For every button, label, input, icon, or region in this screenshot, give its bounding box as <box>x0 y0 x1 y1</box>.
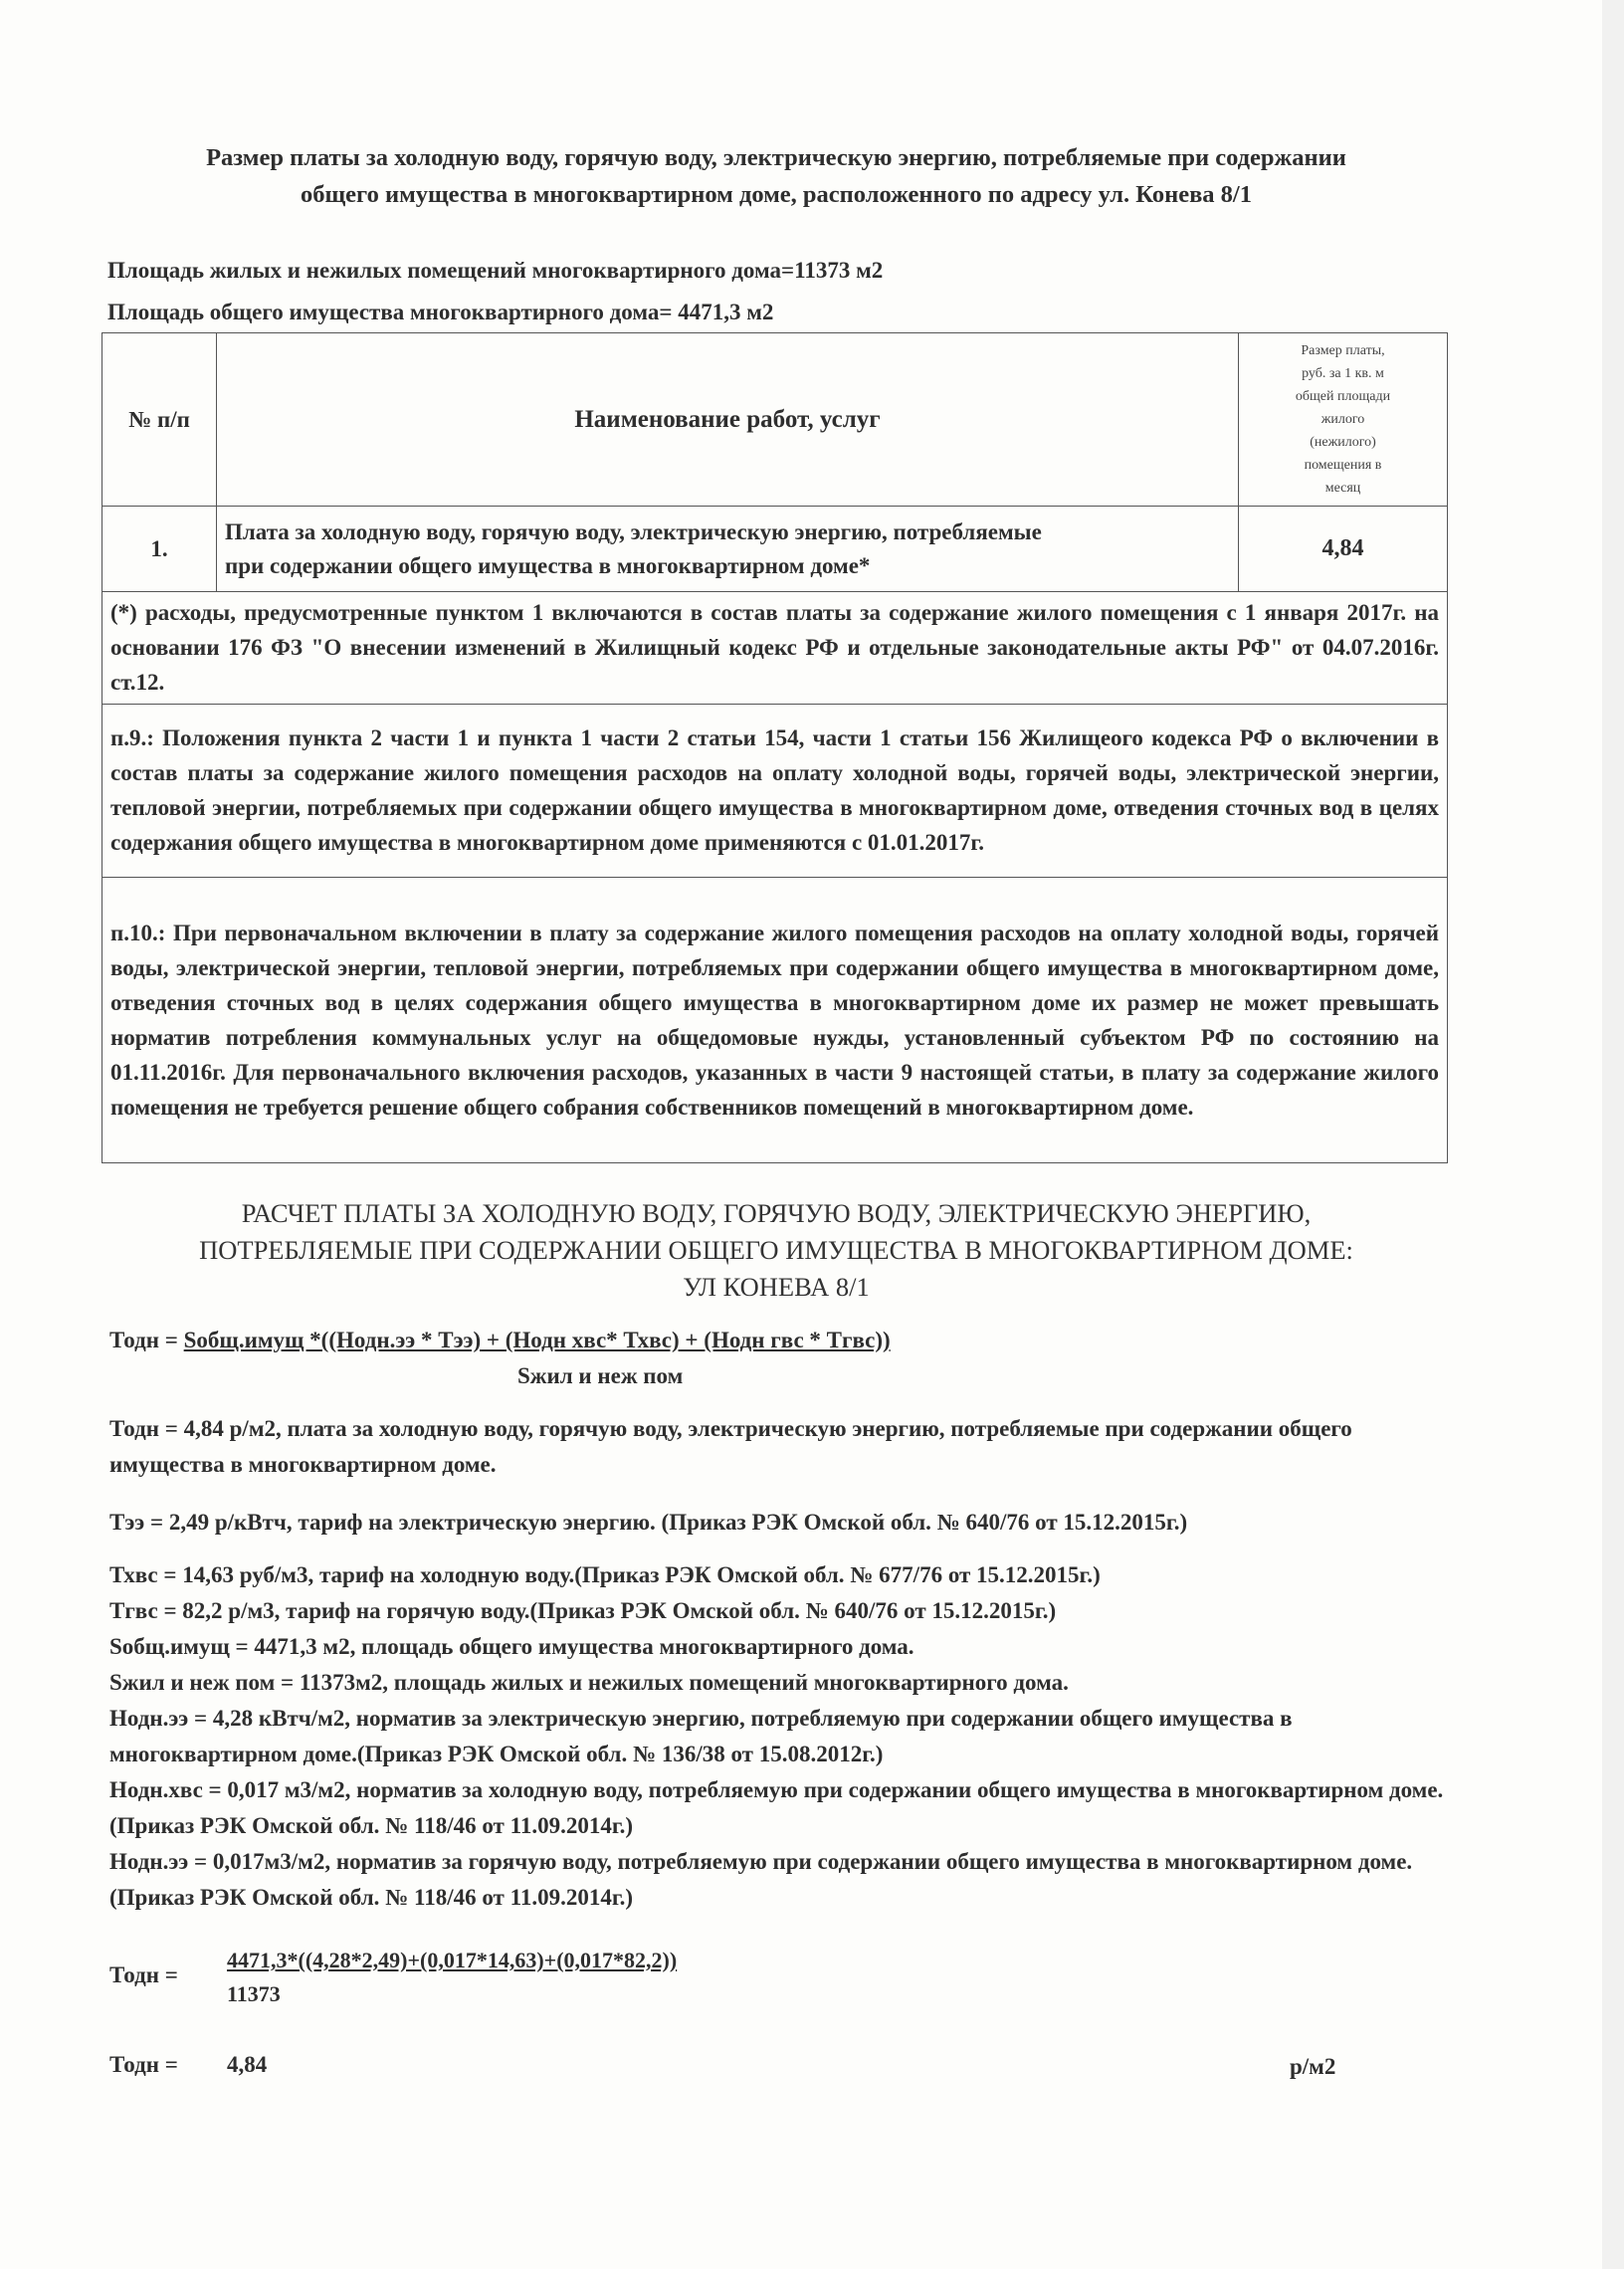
definitions-list <box>109 1557 1453 1916</box>
definition-item: Тхвс = 14,63 руб/м3, тариф на холодную воду.(Приказ РЭК Омской обл. № 677/76 от 15.12.2015г.) <box>109 1562 1101 1587</box>
formula-numerator: Sобщ.имущ *((Нодн.ээ * Тээ) + (Нодн хвс* Тхвс) + (Нодн гвс * Тгвс)) <box>183 1328 891 1352</box>
fee-table <box>102 332 1448 1163</box>
header-num: № п/п <box>102 333 217 507</box>
header-rate-line: общей площади <box>1295 389 1391 404</box>
title-line-1: Размер платы за холодную воду, горячую воду, электрическую энергию, потребляемые при содержании <box>206 144 1346 171</box>
title-line-2: общего имущества в многоквартирном доме, расположенного по адресу ул. Конева 8/1 <box>301 181 1252 208</box>
calc-title-line-1: РАСЧЕТ ПЛАТЫ ЗА ХОЛОДНУЮ ВОДУ, ГОРЯЧУЮ ВОДУ, ЭЛЕКТРИЧЕСКУЮ ЭНЕРГИЮ, <box>241 1198 1312 1228</box>
definition-item: Нодн.ээ = 0,017м3/м2, норматив за горячую воду, потребляемую при содержании общего имущества в многоквартирном доме. (Приказ РЭК Омской обл. № 118/46 от 11.09.2014г.) <box>109 1849 1413 1910</box>
area-common: Площадь общего имущества многоквартирного дома= 4471,3 м2 <box>107 300 774 324</box>
result-denominator: 11373 <box>227 1981 281 2006</box>
formula-denominator: Sжил и неж пом <box>517 1363 684 1388</box>
calc-title-line-2: ПОТРЕБЛЯЕМЫЕ ПРИ СОДЕРЖАНИИ ОБЩЕГО ИМУЩЕСТВА В МНОГОКВАРТИРНОМ ДОМЕ: <box>199 1235 1353 1265</box>
final-label: Тодн = <box>109 2052 178 2077</box>
row-name-line-2: при содержании общего имущества в многоквартирном доме* <box>225 552 871 578</box>
definition-item: Тгвс = 82,2 р/м3, тариф на горячую воду.(Приказ РЭК Омской обл. № 640/76 от 15.12.2015г.) <box>109 1598 1057 1623</box>
header-rate-line: помещения в <box>1304 458 1382 473</box>
desc-tee: Тээ = 2,49 р/кВтч, тариф на электрическую энергию. (Приказ РЭК Омской обл. № 640/76 от 15.12.2015г.) <box>109 1510 1188 1535</box>
result-numerator: 4471,3*((4,28*2,49)+(0,017*14,63)+(0,017*82,2)) <box>227 1948 678 1972</box>
formula-lhs: Тодн = <box>109 1328 184 1352</box>
header-rate-line: Размер платы, <box>1301 343 1385 358</box>
definition-item: Нодн.хвс = 0,017 м3/м2, норматив за холодную воду, потребляемую при содержании общего имущества в многоквартирном доме. (Приказ РЭК Омской обл. № 118/46 от 11.09.2014г.) <box>109 1777 1444 1838</box>
header-rate-line: жилого <box>1320 412 1365 427</box>
note-row <box>102 878 1448 1163</box>
result-label: Тодн = <box>109 1962 178 1987</box>
general-formula <box>109 1328 891 1353</box>
definition-item: Нодн.ээ = 4,28 кВтч/м2, норматив за электрическую энергию, потребляемую при содержании общего имущества в многоквартирном доме.(Приказ РЭК Омской обл. № 136/38 от 15.08.2012г.) <box>109 1706 1293 1766</box>
final-value: 4,84 <box>227 2052 268 2077</box>
final-unit: р/м2 <box>1290 2054 1336 2079</box>
row-value: 4,84 <box>1239 507 1448 592</box>
scan-edge <box>1602 0 1624 2269</box>
note-row <box>102 705 1448 878</box>
note-p10: п.10.: При первоначальном включении в плату за содержание жилого помещения расходов на оплату холодной воды, горячей воды, электрической энергии, тепловой энергии, потребляемых при содержании общего имущества в многоквартирном доме, отведения сточных вод в целях содержания общего имущества в многоквартирном доме их размер не может превышать норматив потребления коммунальных услуг на общедомовые нужды, установленный субъектом РФ по состоянию на 01.11.2016г. Для первоначального включения расходов, указанных в части 9 настоящей статьи, в плату за содержание жилого помещения не требуется решение общего собрания собственников помещений в многоквартирном доме. <box>102 878 1448 1163</box>
header-name: Наименование работ, услуг <box>217 333 1239 507</box>
calc-title-line-3: УЛ КОНЕВА 8/1 <box>683 1272 870 1302</box>
header-rate-line: (нежилого) <box>1310 435 1376 450</box>
row-name-line-1: Плата за холодную воду, горячую воду, электрическую энергию, потребляемые <box>225 518 1042 544</box>
row-num: 1. <box>102 507 217 592</box>
document-title <box>100 139 1453 213</box>
definition-item: Sобщ.имущ = 4471,3 м2, площадь общего имущества многоквартирного дома. <box>109 1634 914 1659</box>
header-rate-line: месяц <box>1324 481 1361 496</box>
note-p9: п.9.: Положения пункта 2 части 1 и пункта 1 части 2 статьи 154, части 1 статьи 156 Жилищеого кодекса РФ о включении в состав платы за содержание жилого помещения расходов на оплату холодной воды, горячей воды, электрической энергии, тепловой энергии, потребляемых при содержании общего имущества в многоквартирном доме, отведения сточных вод в целях содержания общего имущества в многоквартирном доме применяются с 01.01.2017г. <box>102 705 1448 878</box>
note-footnote: (*) расходы, предусмотренные пунктом 1 включаются в состав платы за содержание жилого помещения с 1 января 2017г. на основании 176 ФЗ "О внесении изменений в Жилищный кодекс РФ и отдельные законодательные акты РФ" от 04.07.2016г. ст.12. <box>102 592 1448 705</box>
table-header-row <box>102 333 1448 507</box>
table-row <box>102 507 1448 592</box>
row-name <box>217 507 1239 592</box>
definition-item: Sжил и неж пом = 11373м2, площадь жилых и нежилых помещений многоквартирного дома. <box>109 1670 1069 1695</box>
area-residential: Площадь жилых и нежилых помещений многоквартирного дома=11373 м2 <box>107 258 884 283</box>
desc-todn: Тодн = 4,84 р/м2, плата за холодную воду, горячую воду, электрическую энергию, потребляемые при содержании общего имущества в многоквартирном доме. <box>109 1416 1352 1477</box>
header-rate-line: руб. за 1 кв. м <box>1302 366 1384 381</box>
header-rate <box>1239 333 1448 507</box>
note-row <box>102 592 1448 705</box>
calculation-title <box>100 1195 1453 1306</box>
